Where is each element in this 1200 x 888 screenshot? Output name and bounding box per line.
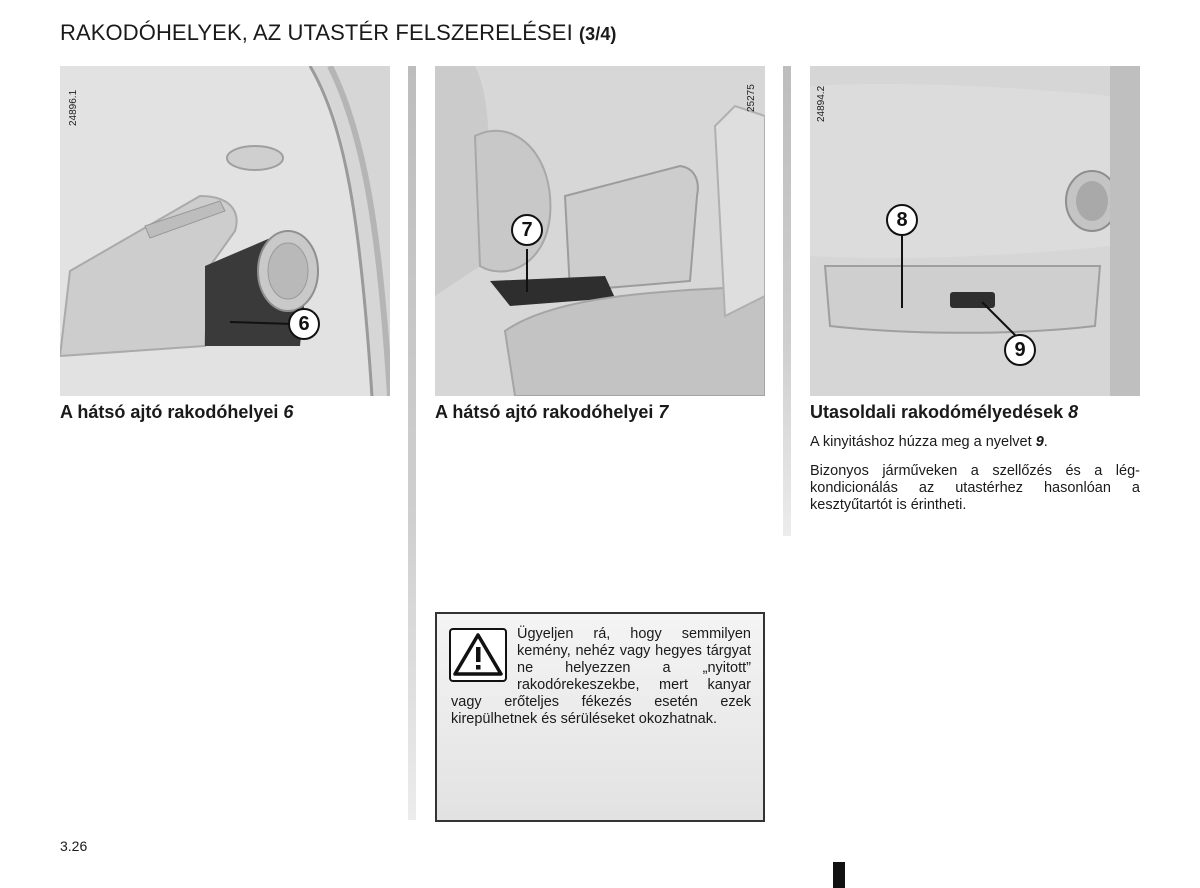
- caption-text: A hátsó ajtó rakodóhelyei: [435, 402, 654, 422]
- callout-8: 8: [886, 204, 918, 236]
- caption-text: A hátsó ajtó rakodóhelyei: [60, 402, 279, 422]
- page-title-part: (3/4): [579, 24, 617, 44]
- figure-code-3: 24894.2: [816, 85, 827, 122]
- page-number: 3.26: [60, 838, 88, 854]
- callout-9: 9: [1004, 334, 1036, 366]
- rear-door-illustration: [60, 66, 390, 396]
- callout-6: 6: [288, 308, 320, 340]
- warning-text: [451, 626, 751, 728]
- paragraph-open-instruction: [810, 434, 1140, 451]
- paragraph-text: A kinyitáshoz húzza meg a nyelvet: [810, 434, 1032, 450]
- page-title: [60, 20, 617, 46]
- caption-ref: 7: [658, 402, 669, 422]
- warning-message: Ügyeljen rá, hogy semmilyen kemény, nehéz vagy hegyes tárgyat ne helyezzen a „nyitott” rakodórekeszekbe, mert kanyar vagy erőteljes fékezés esetén ezek kirepülhetnek és sérüléseket okozhatnak.: [451, 626, 751, 727]
- paragraph-ventilation-note: Bizonyos járműveken a szellőzés és a légkondicionálás az utastérhez hasonlóan a kesztyűtartót is érintheti.: [810, 463, 1140, 513]
- column-divider-right: [783, 66, 791, 536]
- figure-rear-door-6: [60, 66, 390, 396]
- caption-ref: 8: [1068, 402, 1079, 422]
- caption-rear-door-7: [435, 402, 668, 423]
- section-tab-marker: [833, 862, 845, 888]
- caption-ref: 6: [283, 402, 294, 422]
- callout-7: 7: [511, 214, 543, 246]
- column-divider-left: [408, 66, 416, 820]
- figure-code-1: 24896.1: [68, 89, 79, 126]
- figure-code-2: 25275: [746, 84, 757, 112]
- figure-seat-pocket-7: [435, 66, 765, 396]
- page-title-text: RAKODÓHELYEK, AZ UTASTÉR FELSZERELÉSEI: [60, 20, 573, 45]
- caption-glovebox-8: [810, 402, 1078, 423]
- seat-pocket-illustration: [435, 66, 765, 396]
- figure-glovebox-8-9: [810, 66, 1140, 396]
- caption-text: Utasoldali rakodómélyedések: [810, 402, 1064, 422]
- paragraph-ref: 9: [1035, 434, 1044, 450]
- glovebox-illustration: [810, 66, 1140, 396]
- warning-box: [435, 612, 765, 822]
- paragraph-period: .: [1043, 434, 1048, 450]
- caption-rear-door-6: [60, 402, 293, 423]
